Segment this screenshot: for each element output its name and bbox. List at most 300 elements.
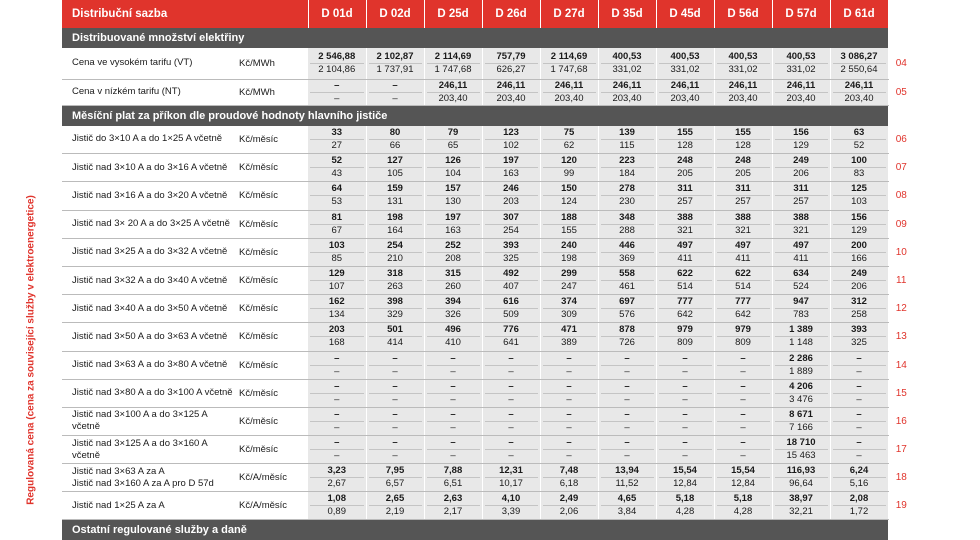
row-number: 16: [895, 415, 907, 427]
value-top: 155: [659, 127, 712, 140]
value-top: 79: [427, 127, 480, 140]
row-label-text: Jistič nad 3×80 A a do 3×100 A včetně: [72, 387, 233, 399]
value-cell: [772, 154, 830, 182]
value-top: 398: [369, 296, 422, 309]
value-cell: [598, 295, 656, 323]
value-cell: [656, 492, 714, 520]
value-top: 203: [310, 324, 364, 337]
value-top: 5,18: [717, 493, 770, 506]
value-top: 7,95: [369, 465, 422, 478]
value-cell: [366, 48, 424, 79]
value-cell: [772, 436, 830, 464]
value-bottom: 203,40: [496, 92, 526, 104]
value-top: 248: [659, 155, 712, 168]
value-bottom: –: [740, 421, 746, 433]
value-bottom: 203,40: [554, 92, 584, 104]
value-cell: [424, 407, 482, 435]
value-top: 6,24: [833, 465, 886, 478]
rate-header: D 57d: [772, 0, 830, 28]
value-bottom: 163: [503, 168, 519, 180]
row-unit: Kč/měsíc: [236, 266, 308, 294]
value-top: 3,23: [310, 465, 364, 478]
value-top: –: [833, 353, 886, 366]
value-top: 2 546,88: [310, 51, 364, 64]
rate-header: D 02d: [366, 0, 424, 28]
value-cell: [656, 266, 714, 294]
value-bottom: 129: [851, 224, 867, 236]
value-cell: [656, 464, 714, 492]
value-cell: [830, 436, 888, 464]
value-top: 4,10: [485, 493, 538, 506]
value-cell: [482, 379, 540, 407]
value-cell: [424, 379, 482, 407]
row-unit: Kč/měsíc: [236, 154, 308, 182]
value-top: 249: [833, 268, 886, 281]
value-top: 157: [427, 183, 480, 196]
row-unit: Kč/A/měsíc: [236, 464, 308, 492]
value-cell: [772, 407, 830, 435]
value-bottom: 99: [563, 168, 575, 180]
value-top: 394: [427, 296, 480, 309]
value-bottom: 83: [853, 168, 865, 180]
value-cell: [714, 182, 772, 210]
value-top: 777: [659, 296, 712, 309]
value-bottom: 15 463: [786, 450, 816, 462]
section-header-row: [62, 28, 914, 48]
value-top: –: [369, 80, 422, 93]
value-bottom: 203,40: [612, 92, 642, 104]
row-label: [62, 492, 236, 520]
value-cell: [540, 182, 598, 210]
value-bottom: 642: [735, 309, 751, 321]
side-panel: [0, 0, 62, 535]
value-cell: [540, 492, 598, 520]
value-top: 81: [310, 212, 364, 225]
value-cell: [772, 379, 830, 407]
value-cell: [656, 154, 714, 182]
value-top: 2 102,87: [369, 51, 422, 64]
value-top: –: [427, 409, 480, 422]
value-cell: [830, 79, 888, 105]
table-row: [62, 182, 914, 210]
value-bottom: –: [624, 365, 630, 377]
value-top: 777: [717, 296, 770, 309]
value-bottom: 331,02: [670, 63, 700, 75]
row-label: [62, 238, 236, 266]
value-cell: [830, 379, 888, 407]
value-cell: [598, 492, 656, 520]
value-cell: [366, 182, 424, 210]
rate-header: D 25d: [424, 0, 482, 28]
value-bottom: 288: [619, 224, 635, 236]
value-cell: [772, 492, 830, 520]
value-top: 150: [543, 183, 596, 196]
value-top: 223: [601, 155, 654, 168]
row-label-text: Cena ve vysokém tarifu (VT): [72, 57, 193, 69]
row-label: [62, 464, 236, 492]
value-cell: [772, 79, 830, 105]
value-bottom: 102: [503, 139, 519, 151]
row-label: [62, 323, 236, 351]
value-cell: [366, 464, 424, 492]
value-cell: [656, 295, 714, 323]
value-bottom: 263: [387, 281, 403, 293]
value-top: –: [310, 409, 364, 422]
row-label: [62, 182, 236, 210]
row-number: 04: [895, 58, 907, 69]
value-bottom: –: [566, 365, 572, 377]
value-top: 979: [659, 324, 712, 337]
header-spacer: [888, 0, 914, 28]
value-cell: [308, 210, 366, 238]
value-top: 252: [427, 240, 480, 253]
row-label: [62, 351, 236, 379]
value-top: 33: [310, 127, 364, 140]
row-label-text: Cena v nízkém tarifu (NT): [72, 86, 181, 97]
value-bottom: 115: [619, 139, 635, 151]
value-top: 497: [717, 240, 770, 253]
value-cell: [772, 266, 830, 294]
value-bottom: 1 148: [789, 337, 813, 349]
value-cell: [598, 79, 656, 105]
value-cell: [482, 323, 540, 351]
value-top: 307: [485, 212, 538, 225]
value-top: 80: [369, 127, 422, 140]
value-bottom: –: [508, 421, 514, 433]
value-bottom: –: [392, 365, 398, 377]
section-title: Distribuované množství elektřiny: [62, 28, 888, 48]
value-bottom: –: [624, 450, 630, 462]
value-bottom: –: [392, 92, 398, 104]
value-bottom: 641: [503, 337, 519, 349]
value-bottom: 107: [328, 281, 345, 293]
value-top: –: [543, 437, 596, 450]
value-bottom: –: [856, 421, 862, 433]
value-cell: [772, 295, 830, 323]
value-cell: [482, 464, 540, 492]
value-top: 75: [543, 127, 596, 140]
value-bottom: –: [682, 450, 688, 462]
value-cell: [656, 379, 714, 407]
value-bottom: –: [508, 365, 514, 377]
value-bottom: 62: [563, 139, 575, 151]
value-top: 156: [833, 212, 886, 225]
value-cell: [714, 154, 772, 182]
row-label: [62, 79, 236, 105]
value-top: 248: [717, 155, 770, 168]
value-top: 52: [310, 155, 364, 168]
section-spacer: [888, 520, 914, 540]
value-bottom: 230: [619, 196, 635, 208]
value-cell: [772, 351, 830, 379]
value-top: 7,88: [427, 465, 480, 478]
value-cell: [598, 48, 656, 79]
value-bottom: 325: [503, 252, 519, 264]
row-unit: Kč/měsíc: [236, 238, 308, 266]
value-top: 155: [717, 127, 770, 140]
value-bottom: 411: [677, 252, 693, 264]
value-cell: [598, 323, 656, 351]
value-cell: [482, 238, 540, 266]
value-top: 13,94: [601, 465, 654, 478]
value-cell: [830, 266, 888, 294]
value-top: 1,08: [310, 493, 364, 506]
value-top: –: [543, 353, 596, 366]
value-cell: [714, 48, 772, 79]
value-cell: [482, 79, 540, 105]
value-bottom: –: [740, 450, 746, 462]
value-top: 12,31: [485, 465, 538, 478]
table-row: [62, 48, 914, 79]
row-label: [62, 295, 236, 323]
value-top: 246,11: [427, 80, 480, 93]
value-top: 200: [833, 240, 886, 253]
value-top: 64: [310, 183, 364, 196]
rate-header: D 35d: [598, 0, 656, 28]
value-top: 634: [775, 268, 828, 281]
value-cell: [598, 407, 656, 435]
row-unit: Kč/měsíc: [236, 323, 308, 351]
value-top: 393: [485, 240, 538, 253]
value-cell: [366, 407, 424, 435]
value-bottom: 3,84: [617, 506, 637, 518]
value-bottom: 205: [735, 168, 751, 180]
row-label-text: Jistič nad 3×32 A a do 3×40 A včetně: [72, 274, 228, 286]
value-top: 198: [369, 212, 422, 225]
value-bottom: 103: [851, 196, 867, 208]
table-row: [62, 407, 914, 435]
section-header-row: [62, 105, 914, 126]
value-top: 197: [427, 212, 480, 225]
value-cell: [772, 48, 830, 79]
value-bottom: 326: [445, 309, 461, 321]
value-bottom: 626,27: [496, 63, 526, 75]
value-top: 558: [601, 268, 654, 281]
row-number: 13: [895, 331, 907, 343]
value-cell: [540, 48, 598, 79]
value-top: 311: [775, 183, 828, 196]
value-bottom: 6,57: [385, 478, 405, 490]
value-bottom: 5,16: [849, 478, 869, 490]
row-label: [62, 154, 236, 182]
value-top: 622: [717, 268, 770, 281]
value-bottom: 166: [851, 252, 867, 264]
value-cell: [830, 238, 888, 266]
value-cell: [598, 182, 656, 210]
value-cell: [482, 154, 540, 182]
value-bottom: 7 166: [789, 421, 813, 433]
table-row: [62, 436, 914, 464]
rate-header: D 27d: [540, 0, 598, 28]
value-top: 156: [775, 127, 828, 140]
value-bottom: 210: [387, 252, 403, 264]
value-cell: [656, 79, 714, 105]
value-top: 348: [601, 212, 654, 225]
row-number: 19: [895, 500, 907, 512]
value-cell: [598, 210, 656, 238]
value-top: 126: [427, 155, 480, 168]
value-bottom: –: [334, 92, 340, 104]
value-cell: [482, 126, 540, 154]
row-label: [62, 436, 236, 464]
value-cell: [366, 154, 424, 182]
value-bottom: 524: [793, 281, 809, 293]
table-row: [62, 323, 914, 351]
value-cell: [598, 436, 656, 464]
value-bottom: –: [334, 421, 340, 433]
value-top: –: [310, 80, 364, 93]
rate-header: D 26d: [482, 0, 540, 28]
value-cell: [308, 407, 366, 435]
value-cell: [714, 238, 772, 266]
value-cell: [424, 182, 482, 210]
value-top: 492: [485, 268, 538, 281]
value-bottom: 809: [735, 337, 751, 349]
row-unit: Kč/měsíc: [236, 295, 308, 323]
value-bottom: –: [856, 365, 862, 377]
value-cell: [540, 323, 598, 351]
value-bottom: 10,17: [499, 478, 523, 490]
value-top: 127: [369, 155, 422, 168]
value-cell: [424, 295, 482, 323]
value-top: –: [310, 353, 364, 366]
value-bottom: –: [740, 365, 746, 377]
value-cell: [424, 126, 482, 154]
value-cell: [366, 323, 424, 351]
row-label: [62, 379, 236, 407]
value-top: 246,11: [775, 80, 828, 93]
rate-header: D 61d: [830, 0, 888, 28]
value-top: 188: [543, 212, 596, 225]
value-cell: [540, 266, 598, 294]
value-top: –: [601, 353, 654, 366]
value-bottom: 2,17: [443, 506, 463, 518]
value-top: –: [485, 381, 538, 394]
value-bottom: 258: [851, 309, 867, 321]
value-top: 246,11: [601, 80, 654, 93]
tariff-table: [62, 0, 914, 540]
value-cell: [598, 351, 656, 379]
table-row: [62, 238, 914, 266]
value-top: 299: [543, 268, 596, 281]
value-bottom: –: [450, 393, 456, 405]
value-bottom: 128: [735, 139, 751, 151]
row-unit: Kč/měsíc: [236, 210, 308, 238]
value-cell: [656, 407, 714, 435]
value-bottom: 411: [793, 252, 809, 264]
value-cell: [830, 323, 888, 351]
value-top: 315: [427, 268, 480, 281]
value-bottom: 2,06: [559, 506, 579, 518]
row-number: 15: [895, 387, 907, 399]
value-top: –: [833, 381, 886, 394]
value-bottom: 105: [387, 168, 403, 180]
value-cell: [540, 295, 598, 323]
row-unit: Kč/A/měsíc: [236, 492, 308, 520]
value-top: –: [369, 437, 422, 450]
value-cell: [540, 464, 598, 492]
value-top: 38,97: [775, 493, 828, 506]
value-top: –: [601, 437, 654, 450]
value-bottom: 321: [735, 224, 751, 236]
rate-header: D 45d: [656, 0, 714, 28]
value-top: 4,65: [601, 493, 654, 506]
section-spacer: [888, 28, 914, 48]
value-cell: [714, 210, 772, 238]
table-row: [62, 464, 914, 492]
value-bottom: 65: [447, 139, 459, 151]
value-top: 120: [543, 155, 596, 168]
value-bottom: 131: [387, 196, 403, 208]
value-top: 100: [833, 155, 886, 168]
value-bottom: –: [334, 365, 340, 377]
value-top: 471: [543, 324, 596, 337]
value-bottom: 12,84: [673, 478, 697, 490]
value-top: 388: [775, 212, 828, 225]
value-bottom: 514: [677, 281, 693, 293]
value-cell: [482, 182, 540, 210]
value-bottom: –: [334, 450, 340, 462]
value-top: 757,79: [485, 51, 538, 64]
value-bottom: 254: [503, 224, 519, 236]
value-top: 246: [485, 183, 538, 196]
value-bottom: 206: [793, 168, 809, 180]
value-bottom: –: [682, 365, 688, 377]
value-bottom: 321: [677, 224, 693, 236]
value-bottom: 331,02: [728, 63, 758, 75]
value-top: 5,18: [659, 493, 712, 506]
value-bottom: –: [682, 421, 688, 433]
row-unit: Kč/MWh: [236, 48, 308, 79]
value-cell: [366, 238, 424, 266]
value-cell: [308, 295, 366, 323]
value-bottom: 203,40: [728, 92, 758, 104]
value-cell: [540, 238, 598, 266]
value-cell: [424, 48, 482, 79]
value-bottom: 206: [851, 281, 867, 293]
value-bottom: 11,52: [615, 478, 639, 490]
value-cell: [308, 48, 366, 79]
value-cell: [830, 154, 888, 182]
value-bottom: 514: [735, 281, 751, 293]
value-top: 947: [775, 296, 828, 309]
row-label-text: Jistič do 3×10 A a do 1×25 A včetně: [72, 133, 223, 145]
value-top: 622: [659, 268, 712, 281]
value-cell: [540, 154, 598, 182]
value-bottom: 389: [561, 337, 577, 349]
value-cell: [714, 351, 772, 379]
value-top: –: [833, 437, 886, 450]
value-bottom: –: [740, 393, 746, 405]
value-bottom: 411: [735, 252, 751, 264]
header-row: [62, 0, 914, 28]
value-top: –: [369, 353, 422, 366]
row-unit: Kč/měsíc: [236, 379, 308, 407]
value-bottom: 134: [328, 309, 345, 321]
value-bottom: –: [392, 450, 398, 462]
value-bottom: 783: [793, 309, 809, 321]
value-cell: [366, 492, 424, 520]
value-top: –: [485, 437, 538, 450]
row-label-text: Jistič nad 3×40 A a do 3×50 A včetně: [72, 302, 228, 314]
value-cell: [598, 266, 656, 294]
value-cell: [598, 238, 656, 266]
value-cell: [308, 126, 366, 154]
value-top: 496: [427, 324, 480, 337]
value-bottom: 2,19: [385, 506, 405, 518]
value-top: 2 286: [775, 353, 828, 366]
row-label-text: Jistič nad 3×50 A a do 3×63 A včetně: [72, 330, 228, 342]
